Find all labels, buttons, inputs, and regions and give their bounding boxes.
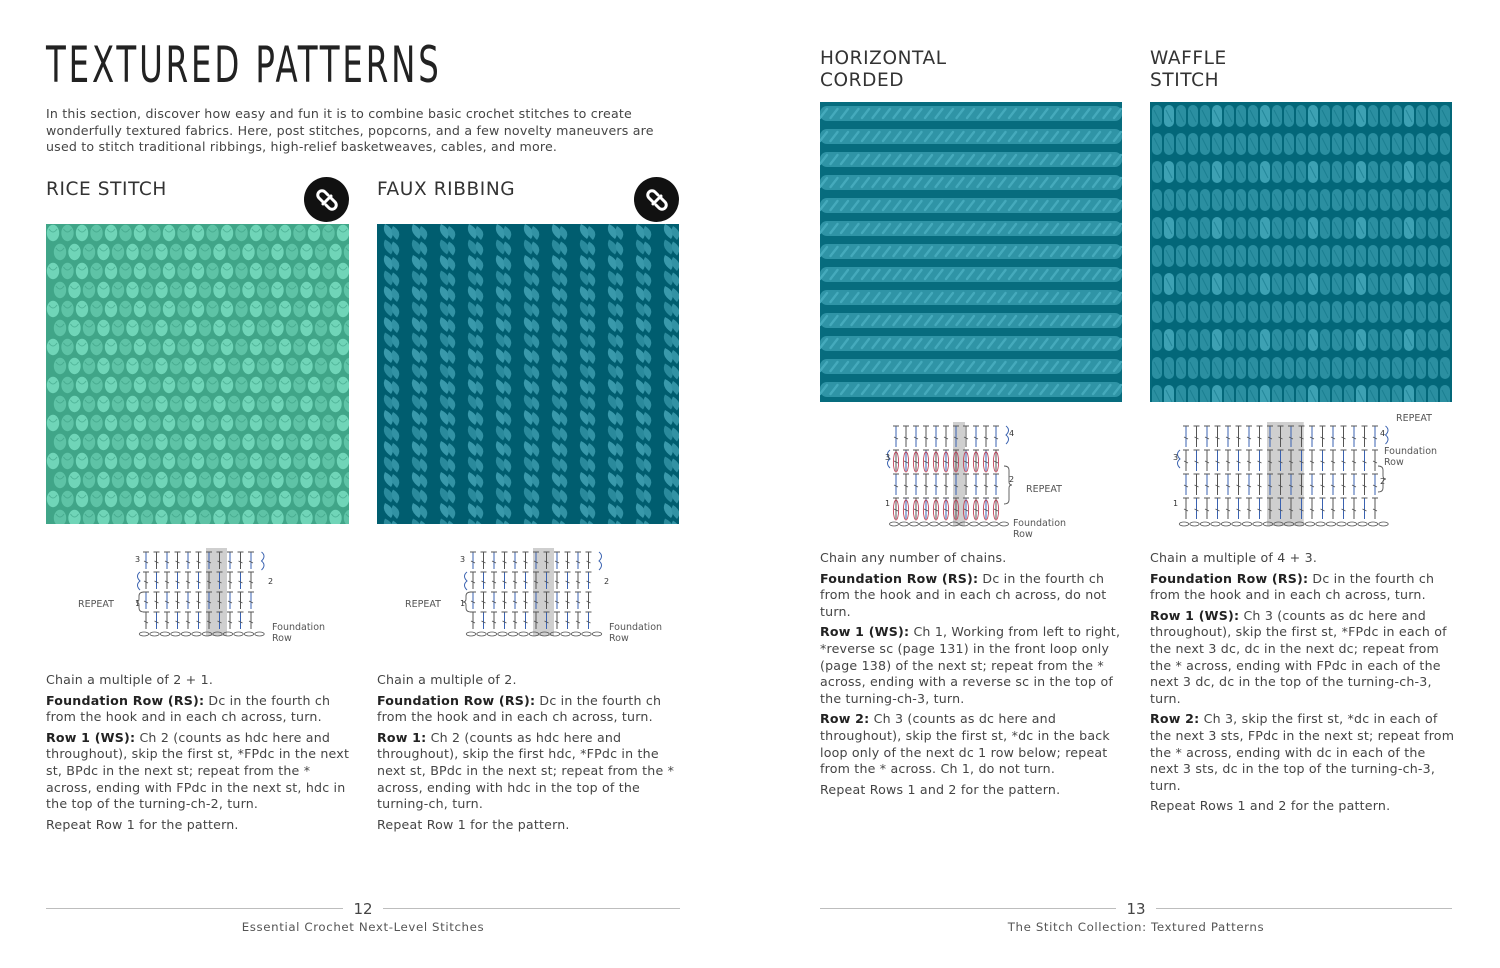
faux-ribbing-title: FAUX RIBBING bbox=[377, 179, 516, 200]
svg-text:3: 3 bbox=[1173, 453, 1179, 462]
row-1-instruction: Row 1: Ch 2 (counts as hdc here and throughout), skip the first hdc, *FPdc in the next st, BPdc in the next st; repeat from the * across, ending with hdc in the top of the turning-ch, turn. bbox=[377, 729, 675, 812]
chart-repeat-label: REPEAT bbox=[1396, 413, 1432, 424]
svg-text:4: 4 bbox=[1380, 429, 1386, 438]
svg-text:2: 2 bbox=[1380, 477, 1386, 486]
row-1-instruction: Row 1 (WS): Ch 1, Working from left to right, *reverse sc (page 131) in the front loop only (page 138) of the next st; repeat from the * across, ending with a reverse sc in the top of the turning-ch-3, turn. bbox=[820, 624, 1121, 706]
link-icon[interactable] bbox=[634, 177, 679, 222]
svg-text:2: 2 bbox=[1009, 475, 1015, 484]
chain-instruction: Chain a multiple of 4 + 3. bbox=[1150, 550, 1318, 565]
chart-foundation-label: Foundation bbox=[1013, 518, 1067, 529]
waffle-stitch-swatch-photo bbox=[1150, 102, 1452, 402]
rice-stitch-instructions bbox=[46, 672, 351, 837]
link-icon[interactable] bbox=[304, 177, 349, 222]
chain-instruction: Chain a multiple of 2 + 1. bbox=[46, 672, 214, 687]
chart-repeat-label: REPEAT bbox=[1026, 484, 1062, 495]
horizontal-corded-instructions bbox=[820, 550, 1122, 802]
horizontal-corded-swatch-photo bbox=[820, 102, 1122, 402]
svg-text:2: 2 bbox=[268, 577, 274, 586]
rice-stitch-chart bbox=[130, 546, 275, 646]
svg-text:3: 3 bbox=[460, 555, 466, 564]
faux-ribbing-swatch-photo bbox=[377, 224, 679, 524]
repeat-instruction: Repeat Row 1 for the pattern. bbox=[46, 816, 239, 832]
waffle-stitch-instructions bbox=[1150, 550, 1455, 819]
page-number: 12 bbox=[343, 900, 383, 918]
row-1-instruction: Row 1 (WS): Ch 3 (counts as dc here and throughout), skip the first st, *FPdc in each of the next 3 dc, dc in the next dc; repeat from the * across, ending with FPdc in each of the next 3 dc, dc in the top of the turning-ch-3, turn. bbox=[1150, 607, 1447, 706]
repeat-instruction: Repeat Rows 1 and 2 for the pattern. bbox=[1150, 798, 1391, 814]
svg-text:1: 1 bbox=[460, 599, 466, 608]
svg-text:1: 1 bbox=[885, 499, 891, 508]
foundation-row-instruction: Foundation Row (RS): Dc in the fourth ch from the hook and in each ch across, turn. bbox=[46, 692, 331, 725]
faux-ribbing-chart bbox=[457, 546, 612, 646]
row-2-instruction: Row 2: Ch 3 (counts as dc here and throughout), skip the first st, *dc in the back loop only of the next dc 1 row below; repeat from the * across. Ch 1, do not turn. bbox=[820, 711, 1110, 777]
svg-text:1: 1 bbox=[1173, 499, 1179, 508]
row-2-instruction: Row 2: Ch 3, skip the first st, *dc in each of the next 3 sts, FPdc in the next st; repeat from the * across, ending with dc in each of the next 3 sts, dc in the top of the turning-ch-3, turn. bbox=[1150, 711, 1455, 793]
svg-text:4: 4 bbox=[1009, 429, 1015, 438]
row-1-instruction: Row 1 (WS): Ch 2 (counts as hdc here and throughout), skip the first st, *FPdc in the next st, BPdc in the next st; repeat from the * across, ending with FPdc in the next st, hdc in the top of the turning-ch-2, turn. bbox=[46, 729, 350, 812]
rice-stitch-title: RICE STITCH bbox=[46, 179, 167, 200]
svg-text:3: 3 bbox=[885, 453, 891, 462]
section-title: TEXTURED PATTERNS bbox=[46, 36, 442, 94]
repeat-instruction: Repeat Row 1 for the pattern. bbox=[377, 816, 570, 832]
svg-text:2: 2 bbox=[604, 577, 610, 586]
foundation-row-instruction: Foundation Row (RS): Dc in the fourth ch from the hook and in each ch across, turn. bbox=[1150, 570, 1435, 603]
section-intro: In this section, discover how easy and fun it is to combine basic crochet stitches to create wonderfully textured fabrics. Here, post stitches, popcorns, and a few novelty maneuvers are used to stitch traditional ribbings, high-relief basketweaves, cables, and more. bbox=[46, 106, 654, 154]
repeat-instruction: Repeat Rows 1 and 2 for the pattern. bbox=[820, 781, 1061, 797]
horizontal-corded-title: HORIZONTAL CORDED bbox=[820, 48, 947, 91]
chart-repeat-label: REPEAT bbox=[405, 599, 441, 610]
chart-foundation-row-label: Row bbox=[1384, 457, 1404, 468]
foundation-row-instruction: Foundation Row (RS): Dc in the fourth ch from the hook and in each ch across, do not turn. bbox=[820, 570, 1107, 619]
waffle-stitch-chart bbox=[1170, 420, 1392, 538]
svg-text:3: 3 bbox=[135, 555, 141, 564]
chain-instruction: Chain a multiple of 2. bbox=[377, 672, 517, 687]
horizontal-corded-chart bbox=[882, 420, 1022, 538]
chart-foundation-row-label: Row bbox=[609, 633, 629, 644]
chain-instruction: Chain any number of chains. bbox=[820, 550, 1007, 565]
rice-stitch-swatch-photo bbox=[46, 224, 349, 524]
faux-ribbing-instructions bbox=[377, 672, 677, 837]
foundation-row-instruction: Foundation Row (RS): Dc in the fourth ch from the hook and in each ch across, turn. bbox=[377, 692, 662, 725]
chart-foundation-label: Foundation bbox=[609, 622, 663, 633]
chart-foundation-row-label: Row bbox=[1013, 529, 1033, 540]
chart-foundation-label: Foundation bbox=[1384, 446, 1438, 457]
chart-repeat-label: REPEAT bbox=[78, 599, 114, 610]
footer-title: Essential Crochet Next-Level Stitches bbox=[241, 920, 485, 934]
chart-foundation-label: Foundation bbox=[272, 622, 326, 633]
waffle-stitch-title: WAFFLE STITCH bbox=[1150, 48, 1227, 91]
svg-text:1: 1 bbox=[135, 599, 141, 608]
chart-foundation-row-label: Row bbox=[272, 633, 292, 644]
page-number: 13 bbox=[1116, 900, 1156, 918]
footer-title: The Stitch Collection: Textured Patterns bbox=[1007, 920, 1265, 934]
